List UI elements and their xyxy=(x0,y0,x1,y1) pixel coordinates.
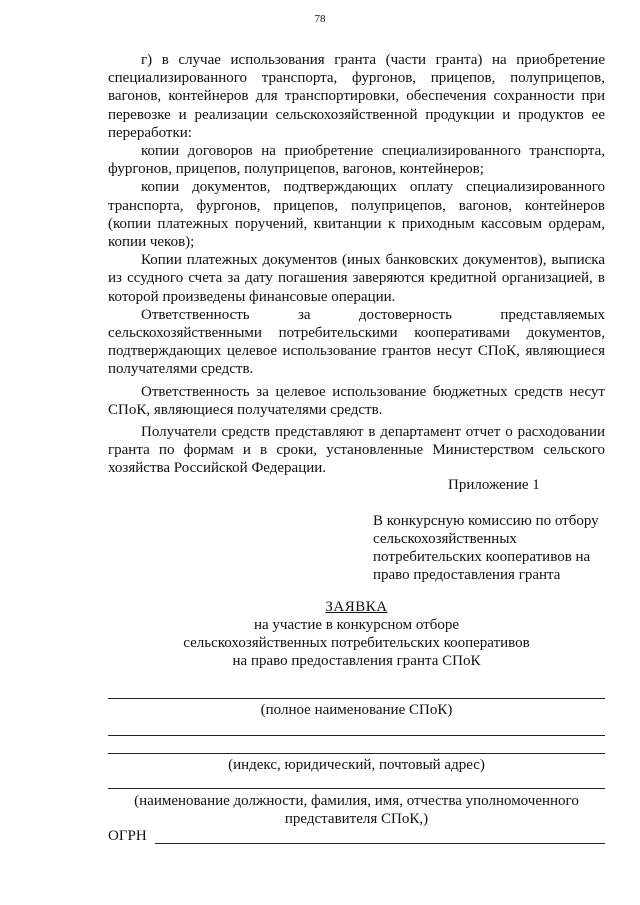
paragraph-intro: г) в случае использования гранта (части гранта) на приобретение специализированного транспорта, фургонов, прицепов, полуприцепов, вагонов, контейнеров для транспортировки, обеспечения сохранности при перевозке и реализации сельскохозяйственной продукции и продуктов ее переработки: xyxy=(108,52,605,141)
paragraph-report: Получатели средств представляют в департамент отчет о расходовании гранта по формам и в сроки, установленные Министерством сельского хозяйства Российской Федерации. xyxy=(108,424,605,477)
addressee-block: В конкурсную комиссию по отбору сельскохозяйственных потребительских кооперативов на право предоставления гранта xyxy=(373,513,599,583)
form-subtitle-line-1: на участие в конкурсном отборе xyxy=(253,617,460,633)
ogrn-label: ОГРН xyxy=(108,828,147,844)
paragraph-responsibility-funds: Ответственность за целевое использование бюджетных средств несут СПоК, являющиеся получателями средств. xyxy=(108,383,605,418)
full-name-line xyxy=(108,698,605,699)
paragraph-responsibility-docs: Ответственность за достоверность представляемых сельскохозяйственными потребительскими кооперативами документов, подтверждающих целевое использование грантов несут СПоК, являющиеся получателями средств. xyxy=(108,306,605,378)
form-title-block xyxy=(108,598,605,670)
paragraph-bank-docs: Копии платежных документов (иных банковских документов), выписка из ссудного счета за дату погашения заверяются кредитной организацией, в которой произведены финансовые операции. xyxy=(108,252,605,305)
page-number: 78 xyxy=(314,13,326,25)
form-subtitle-line-2: сельскохозяйственных потребительских кооперативов xyxy=(183,635,530,651)
ogrn-line xyxy=(155,843,605,844)
paragraph-contracts: копии договоров на приобретение специализированного транспорта, фургонов, прицепов, полуприцепов, вагонов, контейнеров; xyxy=(108,143,605,178)
representative-caption-line-2: представителя СПоК,) xyxy=(284,811,429,827)
body-text xyxy=(108,51,605,478)
address-line-1 xyxy=(108,735,605,736)
address-line-2 xyxy=(108,753,605,754)
form-subtitle-line-3: на право предоставления гранта СПоК xyxy=(232,653,481,669)
paragraph-payment-docs: копии документов, подтверждающих оплату специализированного транспорта, фургонов, прицепов, полуприцепов, вагонов, контейнеров (копии платежных поручений, квитанции к приходным кассовым ордерам, копии чеков); xyxy=(108,179,605,251)
appendix-label: Приложение 1 xyxy=(448,477,540,493)
representative-line xyxy=(108,788,605,789)
representative-caption-line-1: (наименование должности, фамилия, имя, отчества уполномоченного xyxy=(134,793,579,809)
form-title: ЗАЯВКА xyxy=(325,599,388,615)
address-caption: (индекс, юридический, почтовый адрес) xyxy=(228,757,485,773)
full-name-caption: (полное наименование СПоК) xyxy=(260,702,453,718)
